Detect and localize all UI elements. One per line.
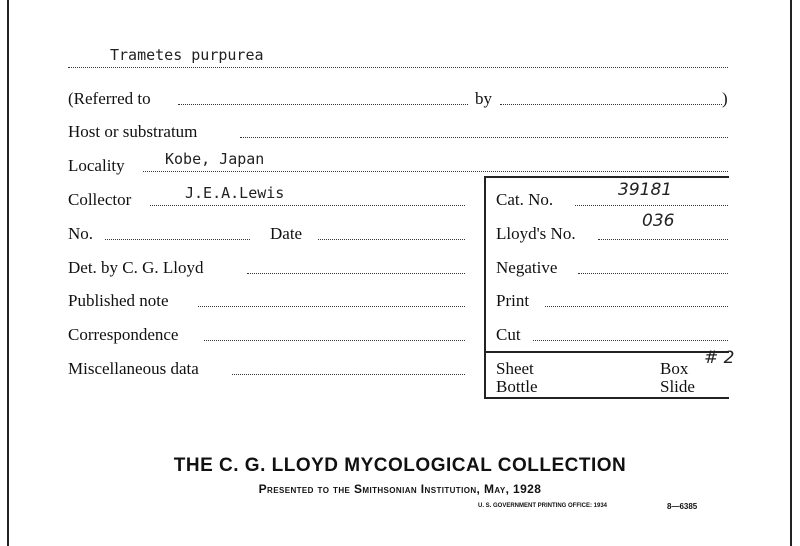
det-by-line xyxy=(247,273,465,274)
misc-label: Miscellaneous data xyxy=(68,359,199,378)
no-line xyxy=(105,239,250,240)
slide-label: Slide xyxy=(660,377,695,396)
collector-value: J.E.A.Lewis xyxy=(185,184,285,202)
box-left-border xyxy=(484,176,486,398)
det-by-label: Det. by C. G. Lloyd xyxy=(68,258,204,277)
sheet-label: Sheet xyxy=(496,359,534,378)
species-line xyxy=(68,67,728,68)
date-label: Date xyxy=(270,224,303,243)
published-note-label: Published note xyxy=(68,291,169,310)
print-line xyxy=(545,306,728,307)
collection-title: THE C. G. LLOYD MYCOLOGICAL COLLECTION xyxy=(173,455,627,476)
box-top-border xyxy=(484,176,729,178)
lloyds-no-line xyxy=(598,239,728,240)
negative-line xyxy=(578,273,728,274)
box-label: Box xyxy=(660,359,689,378)
collector-label: Collector xyxy=(68,190,132,209)
lloyds-no-value: 036 xyxy=(642,211,675,231)
by-label: by xyxy=(475,89,492,108)
print-number: 8—6385 xyxy=(667,502,698,511)
correspondence-label: Correspondence xyxy=(68,325,179,344)
date-line xyxy=(318,239,465,240)
box-divider xyxy=(484,351,729,353)
print-label: Print xyxy=(496,291,530,310)
misc-line xyxy=(232,374,465,375)
bottle-label: Bottle xyxy=(496,377,538,396)
close-paren: ) xyxy=(722,89,728,108)
collection-subtitle: Presented to the Smithsonian Institution, May, 1928 xyxy=(258,482,542,496)
box-number-value: # 2 xyxy=(704,348,735,368)
cut-label: Cut xyxy=(496,325,521,344)
cat-no-label: Cat. No. xyxy=(496,190,554,209)
cut-line xyxy=(533,340,728,341)
host-label: Host or substratum xyxy=(68,122,198,141)
published-note-line xyxy=(198,306,465,307)
locality-line xyxy=(143,171,728,172)
referred-to-line xyxy=(178,104,468,105)
collector-line xyxy=(150,205,465,206)
negative-label: Negative xyxy=(496,258,558,277)
species-name: Trametes purpurea xyxy=(110,46,264,64)
printing-office-imprint: U. S. GOVERNMENT PRINTING OFFICE: 1934 xyxy=(478,503,608,509)
lloyds-no-label: Lloyd's No. xyxy=(496,224,576,243)
correspondence-line xyxy=(204,340,465,341)
locality-label: Locality xyxy=(68,156,125,175)
locality-value: Kobe, Japan xyxy=(165,150,265,168)
host-line xyxy=(240,137,728,138)
by-line xyxy=(500,104,722,105)
referred-to-label: (Referred to xyxy=(68,89,151,108)
cat-no-line xyxy=(575,205,728,206)
cat-no-value: 39181 xyxy=(618,180,673,200)
no-label: No. xyxy=(68,224,94,243)
box-bottom-border xyxy=(484,397,729,399)
